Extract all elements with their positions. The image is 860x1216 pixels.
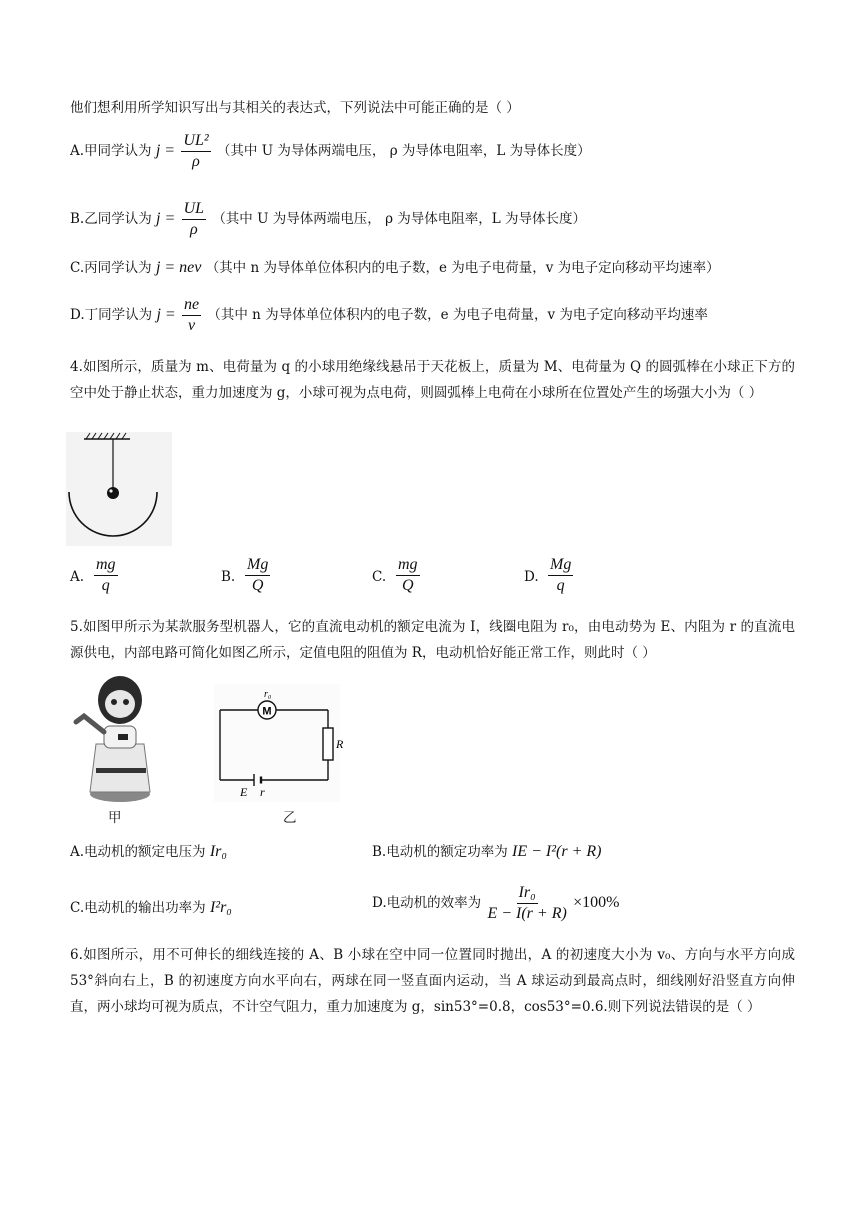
q5-stem: 5.如图甲所示为某款服务型机器人，它的直流电动机的额定电流为 I，线圈电阻为 r₀，由电动势为 E、内阻为 r 的直流电源供电，内部电路可简化如图乙所示，定值电阻的阻值为 R，电动机恰好能正常工作，则此时（ ） <box>70 619 795 661</box>
q5-option-d-text: D.电动机的效率为 <box>372 895 482 911</box>
q3-stem: 他们想利用所学知识写出与其相关的表达式，下列说法中可能正确的是（ ） <box>70 100 520 116</box>
robot-arm <box>76 716 104 732</box>
q4-stem: 4.如图所示，质量为 m、电荷量为 q 的小球用绝缘线悬吊于天花板上，质量为 M、电荷量为 Q 的圆弧棒在小球正下方的空中处于静止状态，重力加速度为 g，小球可视为点电荷，则圆弧棒上电荷在小球所在位置处产生的场强大小为（ ） <box>70 359 795 401</box>
circuit-background <box>214 684 340 802</box>
q3-option-c <box>70 258 720 278</box>
q3-option-a-note: （其中 U 为导体两端电压， ρ 为导体电阻率，L 为导体长度） <box>216 143 591 159</box>
q3-option-d-numerator: ne <box>182 296 201 316</box>
q3-option-b-prefix: B.乙同学认为 <box>70 211 152 227</box>
q5-robot-figure <box>74 672 160 804</box>
q3-option-c-prefix: C.丙同学认为 <box>70 260 152 276</box>
q5-option-b-text: B.电动机的额定功率为 <box>372 844 508 860</box>
q4-option-c-numerator: mg <box>396 556 420 576</box>
q3-option-a-lhs: j = <box>155 142 176 159</box>
q4-option-d-denominator: q <box>556 577 565 594</box>
q5-option-c-formula: I²r₀ <box>209 899 232 916</box>
q4-pendulum-figure <box>66 432 172 546</box>
emf-label: E <box>240 785 248 799</box>
q5-figure-jia-label: 甲 <box>108 810 122 826</box>
charged-ball <box>107 487 119 499</box>
q4-option-c-fraction <box>396 556 420 595</box>
robot-eye-right <box>123 699 129 705</box>
q5-option-d-numerator: Ir₀ <box>517 884 538 904</box>
q4-options <box>70 556 670 606</box>
q3-option-d-prefix: D.丁同学认为 <box>70 307 153 323</box>
q3-option-b-denominator: ρ <box>189 221 198 238</box>
q3-option-b <box>70 200 586 239</box>
resistor-label: R <box>336 737 344 751</box>
robot-face <box>105 690 135 718</box>
q3-option-a-denominator: ρ <box>192 153 200 170</box>
q6-stem: 6.如图所示，用不可伸长的细线连接的 A、B 小球在空中同一位置同时抛出，A 的初速度大小为 v₀、方向与水平方向成 53°斜向右上，B 的初速度方向水平向右，两球在同一竖直面内运动，当 A 球运动到最高点时，细线刚好沿竖直方向伸直，两小球均可视为质点，不计空气阻力，重力加速度为 g，sin53°=0.8，cos53°=0.6.则下列说法错误的是（ ） <box>70 947 795 1015</box>
q4-option-a-label: A. <box>70 569 85 585</box>
q4-option-d-label: D. <box>524 569 539 585</box>
figure-background <box>66 432 172 546</box>
q3-option-a-numerator: UL² <box>181 132 210 152</box>
q4-option-a-fraction <box>94 556 118 595</box>
q4-option-b-fraction <box>245 556 270 595</box>
q4-option-a-denominator: q <box>101 577 110 594</box>
q4-option-c-label: C. <box>372 569 387 585</box>
q3-option-d-lhs: j = <box>156 306 176 323</box>
q4-option-b-numerator: Mg <box>245 556 270 576</box>
q3-option-b-numerator: UL <box>182 200 206 220</box>
motor-label: M <box>262 705 272 718</box>
robot-band <box>96 768 146 773</box>
q5-option-d <box>372 884 619 923</box>
q3-option-d-denominator: v <box>187 317 196 334</box>
q5-option-a-text: A.电动机的额定电压为 <box>70 844 206 860</box>
q5-option-c-text: C.电动机的输出功率为 <box>70 900 206 916</box>
q3-option-c-note: （其中 n 为导体单位体积内的电子数，e 为电子电荷量，v 为电子定向移动平均速率） <box>205 260 720 276</box>
q5-circuit-diagram <box>214 684 344 802</box>
ball-highlight <box>109 489 112 492</box>
q5-option-d-tail: ×100% <box>573 894 620 911</box>
q3-option-b-fraction <box>182 200 206 239</box>
q3-option-a <box>70 132 591 171</box>
q3-option-b-lhs: j = <box>156 210 176 227</box>
q5-option-a <box>70 842 227 862</box>
q4-option-b-denominator: Q <box>251 577 264 594</box>
q3-option-d-note: （其中 n 为导体单位体积内的电子数，e 为电子电荷量，v 为电子定向移动平均速率 <box>207 307 708 323</box>
motor-resistance-label: r₀ <box>264 689 272 700</box>
q4-option-d-numerator: Mg <box>548 556 573 576</box>
q3-option-c-formula: j = nev <box>155 259 202 276</box>
q5-option-b <box>372 842 602 862</box>
q5-option-d-denominator: E − I(r + R) <box>487 905 567 922</box>
robot-badge <box>118 734 128 740</box>
internal-resistance-label: r <box>260 785 265 799</box>
q4-option-c-denominator: Q <box>402 577 414 594</box>
q3-option-a-fraction <box>181 132 210 171</box>
q5-figure-yi-label: 乙 <box>283 810 297 826</box>
q4-option-d-fraction <box>548 556 573 595</box>
robot-eye-left <box>111 699 117 705</box>
q3-option-d <box>70 296 708 335</box>
q5-option-b-formula: IE − I²(r + R) <box>512 843 602 860</box>
q5-option-d-fraction <box>487 884 566 923</box>
q3-option-d-fraction <box>182 296 201 335</box>
resistor-symbol <box>323 728 333 760</box>
q4-option-a-numerator: mg <box>94 556 118 576</box>
q5-option-c <box>70 898 232 918</box>
q5-option-a-formula: Ir₀ <box>209 843 227 860</box>
q3-option-a-prefix: A.甲同学认为 <box>70 143 152 159</box>
q4-option-b-label: B. <box>221 569 236 585</box>
q3-option-b-note: （其中 U 为导体两端电压， ρ 为导体电阻率，L 为导体长度） <box>212 211 587 227</box>
